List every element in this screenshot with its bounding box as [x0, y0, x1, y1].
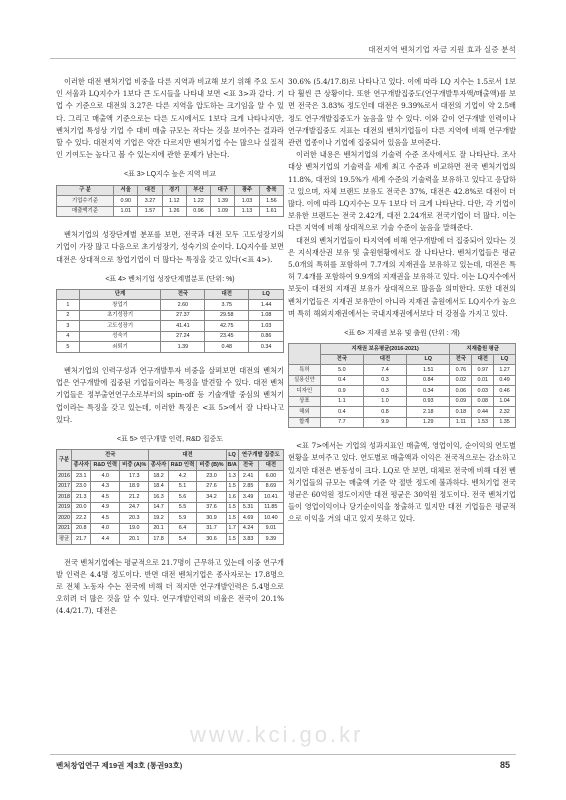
table-cell: 22.2 — [72, 513, 91, 524]
table-6-block — [288, 328, 516, 428]
table-cell: 19.2 — [149, 513, 168, 524]
table-header-cell: LQ — [249, 289, 284, 300]
table-5-caption: <표 5> 연구개발 인력, R&D 집중도 — [116, 435, 224, 443]
table-4-block — [56, 274, 284, 353]
watermark-text: www.kci.go.kr — [190, 722, 364, 747]
table-row — [57, 331, 284, 342]
table-header-cell: 대전 — [205, 289, 249, 300]
table-cell: 4.5 — [91, 513, 120, 524]
table-row — [57, 300, 284, 311]
table-4 — [56, 289, 284, 353]
table-header-cell: LQ — [407, 354, 450, 365]
table-cell: 1.5 — [226, 513, 238, 524]
table-cell: 디자인 — [289, 386, 321, 397]
table-row — [289, 396, 516, 407]
table-header-cell: 종사자 — [149, 460, 168, 471]
table-row — [57, 342, 284, 353]
table-header-cell: 구분 — [57, 450, 72, 471]
table-cell: 0.9 — [320, 386, 363, 397]
table-header-cell: 대전 — [363, 354, 406, 365]
paragraph: 이러한 대전 벤처기업 비중을 다른 지역과 비교해 보기 위해 주요 도시인 서울과 LQ지수가 1보다 큰 도시들을 나타내 보면 <표 3>과 같다. 기업 수 기준으로 대전의 3.27은 다른 지역을 압도하는 크기임을 알 수 있다. 그리고 매출액 기준으로는 다른 도시에서도 1보다 크게 나타나지만, 벤처기업 특성상 기업 수 대비 매출 규모는 작다는 것을 보여주는 결과라 할 수 있다. 대전지역 기업은 약간 다르지만 벤처기업 수는 많으나 실질적인 기여도는 높다고 볼 수 있는지에 관한 문제가 남는다. — [56, 77, 284, 160]
table-cell: 매출액기준 — [57, 206, 114, 217]
table-cell: 42.75 — [205, 321, 249, 332]
table-header-cell: 광주 — [235, 185, 259, 196]
table-3 — [56, 185, 284, 218]
table-cell: 1.7 — [226, 523, 238, 534]
table-cell: 2.32 — [494, 407, 516, 418]
table-4-caption: <표 4> 벤처기업 성장단계별분포 (단위: %) — [105, 275, 235, 283]
table-cell: 0.09 — [450, 396, 472, 407]
table-cell: 23.45 — [205, 331, 249, 342]
table-cell: 초기성장기 — [79, 310, 161, 321]
table-cell: 20.8 — [72, 523, 91, 534]
table-cell: 1.13 — [235, 206, 259, 217]
paragraph: 전국 벤처기업에는 평균적으로 21.7명이 근무하고 있는데 이중 연구개발 인력은 4.4명 정도이다. 반면 대전 벤처기업은 종사자로는 17.8명으로 전체 노동자 수는 전국에 비해 더 적지만 연구개발인력은 5.4명으로 오히려 더 많은 것을 알 수 있다. 연구개발인력의 비율은 전국이 20.1%(4.4/21.7), 대전은 — [56, 557, 284, 616]
table-cell: 4.0 — [91, 471, 120, 482]
table-6 — [288, 343, 516, 428]
table-cell: 2.85 — [238, 481, 258, 492]
table-cell: 1 — [57, 300, 80, 311]
table-header-cell: 대전 — [472, 354, 494, 365]
table-cell: 상표 — [289, 396, 321, 407]
table-cell: 17.3 — [120, 471, 149, 482]
table-cell: 6.4 — [168, 523, 197, 534]
table-cell: 특허 — [289, 365, 321, 376]
table-cell: 3.75 — [205, 300, 249, 311]
table-cell: 9.9 — [363, 417, 406, 428]
table-cell: 1.39 — [211, 196, 235, 207]
table-header-cell: 대전 — [258, 460, 283, 471]
table-cell: 31.7 — [197, 523, 226, 534]
table-cell: 4.2 — [168, 471, 197, 482]
table-cell: 24.7 — [120, 502, 149, 513]
table-cell: 3.27 — [138, 196, 162, 207]
table-cell: 1.12 — [162, 196, 186, 207]
table-row — [289, 386, 516, 397]
table-cell: 3.49 — [238, 492, 258, 503]
table-header-cell: R&D 인력 — [168, 460, 197, 471]
table-cell: 9.39 — [258, 534, 283, 545]
table-cell: 5.4 — [168, 534, 197, 545]
table-cell: 37.6 — [197, 502, 226, 513]
table-cell: 5.6 — [168, 492, 197, 503]
table-header-cell: LQ — [226, 450, 238, 461]
table-cell: 4.3 — [91, 481, 120, 492]
table-cell: 4.24 — [238, 523, 258, 534]
table-cell: 18.9 — [120, 481, 149, 492]
table-cell: 30.9 — [197, 513, 226, 524]
table-cell: 18.4 — [149, 481, 168, 492]
table-3-caption: <표 3> LQ지수 높은 지역 비교 — [124, 171, 216, 179]
table-cell: 1.29 — [407, 417, 450, 428]
table-cell: 27.24 — [161, 331, 205, 342]
table-cell: 1.22 — [186, 196, 210, 207]
table-header-cell — [289, 344, 321, 365]
table-cell: 2020 — [57, 513, 72, 524]
table-cell: 5.1 — [168, 481, 197, 492]
table-header-cell: 전국 — [320, 354, 363, 365]
table-cell: 0.01 — [472, 375, 494, 386]
paragraph: 대전의 벤처기업들이 타지역에 비해 연구개발에 더 집중되어 있다는 것은 지식재산권 보유 및 출원현황에서도 잘 나타난다. 벤처기업들은 평균 5.0개의 특허를 포함하여 7.7개의 지재권을 보유하고 있는데, 대전은 특허 7.4개를 포함하여 9.9개의 지재권을 보유하고 있다. 이는 LQ지수에서 보듯이 대전의 지재권 보유가 상대적으로 많음을 의미한다. 또한 대전의 벤처기업들은 지재권 보유만이 아니라 지재권 출원에서도 LQ지수가 높으며 특히 해외지재권에서는 국내지재권에서보다 더 강점을 가지고 있다. — [288, 235, 517, 318]
table-header-cell: 단계 — [79, 289, 161, 300]
table-cell: 고도성장기 — [79, 321, 161, 332]
table-cell: 0.44 — [472, 407, 494, 418]
table-cell: 0.46 — [494, 386, 516, 397]
table-cell: 1.5 — [226, 534, 238, 545]
table-cell: 1.11 — [450, 417, 472, 428]
table-cell: 5.9 — [168, 513, 197, 524]
table-cell: 창업기 — [79, 300, 161, 311]
table-cell: 0.76 — [450, 365, 472, 376]
table-cell: 4.5 — [91, 492, 120, 503]
table-cell: 5 — [57, 342, 80, 353]
table-cell: 5.31 — [238, 502, 258, 513]
table-cell: 4.69 — [238, 513, 258, 524]
table-cell: 1.0 — [363, 396, 406, 407]
table-cell: 1.03 — [235, 196, 259, 207]
table-row — [57, 502, 284, 513]
table-cell: 18.2 — [149, 471, 168, 482]
table-cell: 0.18 — [450, 407, 472, 418]
table-cell: 1.08 — [249, 310, 284, 321]
table-cell: 17.8 — [149, 534, 168, 545]
table-row — [57, 321, 284, 332]
table-cell: 평균 — [57, 534, 72, 545]
table-cell: 1.39 — [161, 342, 205, 353]
table-6-caption: <표 6> 지재권 보유 및 출원 (단위 : 개) — [344, 330, 460, 338]
table-cell: 21.3 — [72, 492, 91, 503]
table-cell: 0.48 — [205, 342, 249, 353]
table-cell: 0.93 — [407, 396, 450, 407]
header-divider — [50, 58, 516, 59]
table-header-cell: 지재권 보유평균(2016-2021) — [320, 344, 450, 355]
table-cell: 30.6 — [197, 534, 226, 545]
table-cell: 29.58 — [205, 310, 249, 321]
table-cell: 합계 — [289, 417, 321, 428]
running-header: 대전지역 벤처기업 자금 지원 효과 실증 분석 — [368, 45, 516, 54]
table-cell: 0.86 — [249, 331, 284, 342]
table-cell: 2.60 — [161, 300, 205, 311]
paragraph: <표 7>에서는 기업의 성과지표인 매출액, 영업이익, 순이익의 연도별 현황을 보여주고 있다. 연도별로 매출액과 이익은 전국적으로는 감소하고 있지만 대전은 변동성이 크다. LQ로 만 보면, 대체로 전국에 비해 대전 벤처기업들의 규모는 매출액 기준 약 절반 정도에 불과하다. 벤처기업 전국 평균은 60억원 정도이지만 대전 평균은 30억원 정도이다. 전국 벤처기업들이 영업이익이나 당기순이익을 창출하고 있지만 대전 기업들은 평균적으로 이익을 거의 내고 있지 못하고 있다. — [288, 441, 516, 524]
table-header-cell: B/A — [226, 460, 238, 471]
table-cell: 1.61 — [259, 206, 283, 217]
table-cell: 1.51 — [407, 365, 450, 376]
table-cell: 0.49 — [494, 375, 516, 386]
table-cell: 0.34 — [249, 342, 284, 353]
table-cell: 0.02 — [450, 375, 472, 386]
table-cell: 0.4 — [320, 375, 363, 386]
table-cell: 쇠퇴기 — [79, 342, 161, 353]
table-cell: 1.26 — [162, 206, 186, 217]
table-row — [57, 196, 284, 207]
table-header-cell: 경기 — [162, 185, 186, 196]
table-row — [57, 534, 284, 545]
table-cell: 0.96 — [186, 206, 210, 217]
table-cell: 2019 — [57, 502, 72, 513]
page-footer — [56, 760, 510, 771]
table-cell: 1.03 — [249, 321, 284, 332]
table-cell: 41.41 — [161, 321, 205, 332]
table-cell: 2 — [57, 310, 80, 321]
table-cell: 21.2 — [120, 492, 149, 503]
table-header-cell: LQ — [494, 354, 516, 365]
table-header-cell: 부산 — [186, 185, 210, 196]
table-cell: 20.1 — [120, 534, 149, 545]
table-cell: 7.4 — [363, 365, 406, 376]
table-cell: 성숙기 — [79, 331, 161, 342]
table-row — [57, 206, 284, 217]
table-cell: 0.97 — [472, 365, 494, 376]
table-cell: 1.35 — [494, 417, 516, 428]
table-cell: 7.7 — [320, 417, 363, 428]
table-cell: 1.5 — [226, 502, 238, 513]
paragraph: 30.6% (5.4/17.8)로 나타나고 있다. 이에 따라 LQ 지수는 1.5로서 1보다 훨씬 큰 상황이다. 또한 연구개발집중도(연구개발투자액/매출액)를 보면 전국은 3.83% 정도인데 대전은 9.39%로서 대전의 기업이 약 2.5배 정도 연구개발집중도가 높음을 알 수 있다. 이와 같이 연구개발 인력이나 연구개발집중도 지표는 대전의 벤처기업들이 다른 지역에 비해 연구개발 관련 업종이나 기업에 집중되어 있음을 보여준다. — [288, 77, 516, 148]
table-cell: 34.2 — [197, 492, 226, 503]
table-row — [57, 471, 284, 482]
paragraph: 벤처기업의 인력구성과 연구개발투자 비중을 살펴보면 대전의 벤처기업은 연구개발에 집중된 기업들이라는 특징을 발견할 수 있다. 대전 벤처기업들은 정부출연연구소로부터의 spin-off 등 기술개발 중심의 벤처기업이라는 특징을 갖고 있는데, 이러한 특징은 <표 5>에서 잘 나타나고 있다. — [56, 365, 284, 424]
table-cell: 21.7 — [72, 534, 91, 545]
table-row — [57, 310, 284, 321]
right-column — [288, 76, 516, 526]
table-row — [57, 523, 284, 534]
table-cell: 1.44 — [249, 300, 284, 311]
table-row — [289, 407, 516, 418]
table-cell: 6.00 — [258, 471, 283, 482]
table-cell: 0.84 — [407, 375, 450, 386]
table-cell: 0.3 — [363, 386, 406, 397]
table-cell: 1.57 — [138, 206, 162, 217]
table-cell: 3.83 — [238, 534, 258, 545]
table-row — [289, 365, 516, 376]
table-cell: 1.09 — [211, 206, 235, 217]
table-cell: 2018 — [57, 492, 72, 503]
table-cell: 2021 — [57, 523, 72, 534]
table-cell: 20.1 — [149, 523, 168, 534]
table-row — [289, 375, 516, 386]
table-cell: 2.41 — [238, 471, 258, 482]
table-header-cell: 전국 — [161, 289, 205, 300]
paragraph: 이러한 내용은 벤처기업의 기술력 수준 조사에서도 잘 나타난다. 조사대상 벤처기업의 기술력을 세계 최고 수준과 비교하면 전국 벤처기업의 11.8%, 대전의 19.5%가 세계 수준의 기술력을 보유하고 있다고 응답하고 있으며, 자체 브랜드 보유도 전국은 37%, 대전은 42.8%로 대전이 더 많다. 이에 따라 LQ지수는 모두 1보다 더 크게 나타난다. 다만, 각 기업이 보유한 브랜드는 전국 2.42개, 대전 2.24개로 전국기업이 더 많다. 이는 다른 지역에 비해 상대적으로 기술 수준이 높음을 말해준다. — [288, 150, 516, 233]
table-header-cell: 전국 — [72, 450, 149, 461]
table-cell: 20.3 — [120, 513, 149, 524]
table-cell: 4 — [57, 331, 80, 342]
table-cell: 2.18 — [407, 407, 450, 418]
table-header-cell: 대구 — [211, 185, 235, 196]
table-cell: 2016 — [57, 471, 72, 482]
table-row — [57, 492, 284, 503]
table-cell: 1.27 — [494, 365, 516, 376]
table-header-cell: R&D 인력 — [91, 460, 120, 471]
table-cell: 실용신안 — [289, 375, 321, 386]
left-column — [56, 76, 284, 618]
table-cell: 1.04 — [494, 396, 516, 407]
table-cell: 11.85 — [258, 502, 283, 513]
table-header-cell: 비중 (A)% — [120, 460, 149, 471]
table-cell: 1.01 — [114, 206, 138, 217]
table-header-cell: 전국 — [450, 354, 472, 365]
page-number: 85 — [499, 760, 510, 770]
table-cell: 9.01 — [258, 523, 283, 534]
table-cell: 0.08 — [472, 396, 494, 407]
table-header-cell: 종사자 — [72, 460, 91, 471]
journal-name: 벤처창업연구 제19권 제3호 (통권93호) — [56, 761, 183, 770]
paragraph: 벤처기업의 성장단계별 분포를 보면, 전국과 대전 모두 고도성장기의 기업이 가장 많고 다음으로 초기성장기, 성숙기의 순이다. LQ지수를 보면 대전은 상대적으로 창업기업이 더 많다는 특징을 갖고 있다(<표 4>). — [56, 230, 284, 264]
table-cell: 14.7 — [149, 502, 168, 513]
table-cell: 1.6 — [226, 492, 238, 503]
table-cell: 16.3 — [149, 492, 168, 503]
table-cell: 1.3 — [226, 471, 238, 482]
table-5-body — [57, 471, 284, 545]
table-cell: 1.1 — [320, 396, 363, 407]
table-row — [57, 481, 284, 492]
table-header-cell: 비중 (B)% — [197, 460, 226, 471]
table-5-block — [56, 434, 284, 545]
table-header-cell: 충북 — [259, 185, 283, 196]
table-cell: 2017 — [57, 481, 72, 492]
table-cell: 0.90 — [114, 196, 138, 207]
table-cell: 27.37 — [161, 310, 205, 321]
table-cell: 0.06 — [450, 386, 472, 397]
table-header-cell: 지재출원 평균 — [450, 344, 516, 355]
table-cell: 0.34 — [407, 386, 450, 397]
table-row — [289, 417, 516, 428]
table-header-cell: 전국 — [238, 460, 258, 471]
table-5 — [56, 449, 284, 545]
table-cell: 5.0 — [320, 365, 363, 376]
table-6-body — [289, 365, 516, 428]
table-header-cell: 대전 — [149, 450, 226, 461]
table-cell: 5.5 — [168, 502, 197, 513]
table-cell: 27.6 — [197, 481, 226, 492]
table-cell: 기업수기준 — [57, 196, 114, 207]
table-cell: 0.03 — [472, 386, 494, 397]
table-cell: 23.1 — [72, 471, 91, 482]
table-cell: 23.0 — [197, 471, 226, 482]
table-header-cell: 서울 — [114, 185, 138, 196]
table-header-cell: 구 분 — [57, 185, 114, 196]
footer-divider — [50, 754, 516, 755]
table-3-block — [56, 169, 284, 217]
table-cell: 10.41 — [258, 492, 283, 503]
table-cell: 4.9 — [91, 502, 120, 513]
table-cell: 10.40 — [258, 513, 283, 524]
table-cell: 19.0 — [120, 523, 149, 534]
table-cell: 4.0 — [91, 523, 120, 534]
table-cell: 4.4 — [91, 534, 120, 545]
table-cell: 20.0 — [72, 502, 91, 513]
table-cell: 1.5 — [226, 481, 238, 492]
table-cell: 1.53 — [472, 417, 494, 428]
table-cell: 3 — [57, 321, 80, 332]
table-cell: 0.8 — [363, 407, 406, 418]
table-cell: 해외 — [289, 407, 321, 418]
table-header-cell: 연구개발 집중도 — [238, 450, 283, 461]
table-cell: 0.4 — [320, 407, 363, 418]
table-header-cell — [57, 289, 80, 300]
table-header-cell: 대전 — [138, 185, 162, 196]
table-row — [57, 513, 284, 524]
table-cell: 0.3 — [363, 375, 406, 386]
table-cell: 8.69 — [258, 481, 283, 492]
table-cell: 23.0 — [72, 481, 91, 492]
table-cell: 1.56 — [259, 196, 283, 207]
